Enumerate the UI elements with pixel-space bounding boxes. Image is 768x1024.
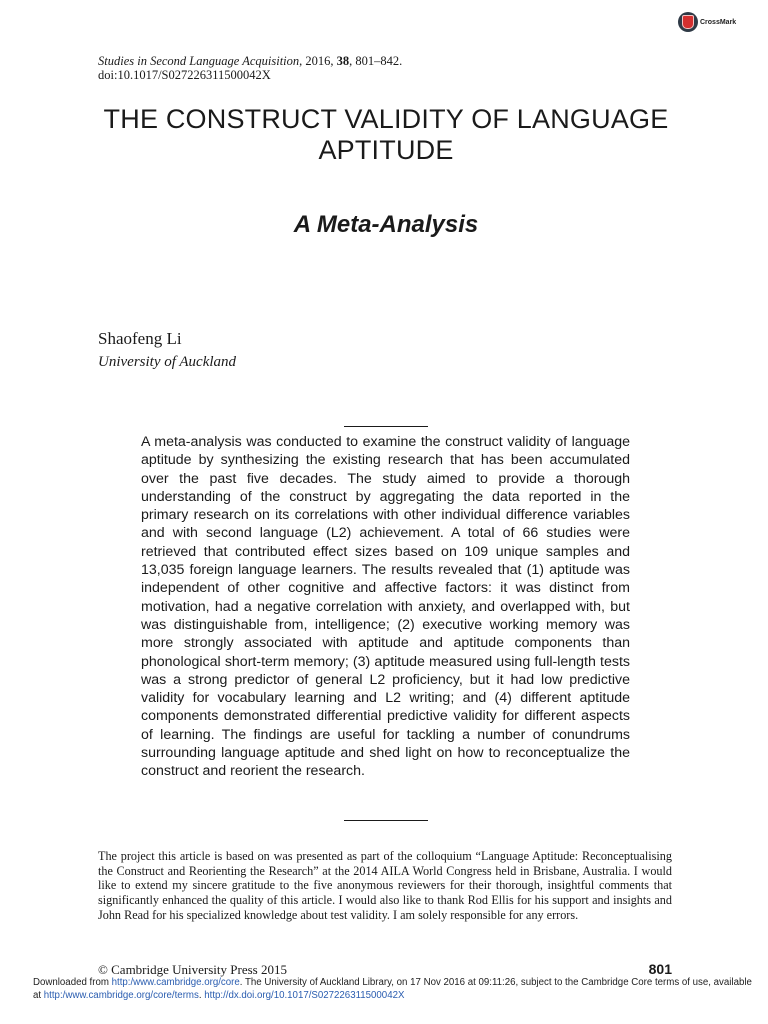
journal-name: Studies in Second Language Acquisition <box>98 54 300 68</box>
cambridge-core-link[interactable]: http:/www.cambridge.org/core <box>111 977 240 988</box>
journal-year: , 2016, <box>299 54 337 68</box>
journal-pages: , 801–842. <box>349 54 403 68</box>
acknowledgement-note: The project this article is based on was presented as part of the colloquium “Language Aptitude: Reconceptualising the Construct and Reorienting the Research” at the 2014 AILA World Congress held in Brisbane, Australia. I would like to extend my sincere gratitude to the five anonymous reviewers for their thorough, insightful comments that significantly enhanced the quality of this article. I would also like to thank Rod Ellis for his support and insights and John Read for his specialized knowledge about test validity. I am solely responsible for any errors. <box>98 849 672 922</box>
download-notice <box>33 977 761 1002</box>
journal-volume: 38 <box>336 54 350 68</box>
page-number: 801 <box>648 961 672 977</box>
abstract-bottom-rule <box>344 820 428 821</box>
download-separator: . <box>198 989 205 1001</box>
article-subtitle: A Meta-Analysis <box>293 211 479 238</box>
crossmark-label: CrossMark <box>700 18 737 26</box>
journal-citation <box>98 54 402 69</box>
abstract-text: A meta-analysis was conducted to examine the construct validity of language aptitude by synthesizing the existing research that has been accumulated over the past five decades. The study aimed to provide a thorough understanding of the construct by aggregating the data reported in the primary research on its correlations with other individual difference variables and with second language (L2) achievement. A total of 66 studies were retrieved that contributed effect sizes based on 109 unique samples and 13,035 foreign language learners. The results revealed that (1) aptitude was independent of other cognitive and affective factors: it was distinct from motivation, had a negative correlation with anxiety, and overlapped with, but was distinguishable from, intelligence; (2) executive working memory was more strongly associated with aptitude and aptitude components than phonological short-term memory; (3) aptitude measured using full-length tests was a strong predictor of general L2 proficiency, but it had low predictive validity for vocabulary learning and L2 writing; and (4) different aptitude components demonstrated differential predictive validity for different aspects of learning. The findings are useful for tackling a number of conundrums surrounding language aptitude and shed light on how to reconceptualize the construct and reorient the research. <box>141 434 630 780</box>
download-middle-text: . The University of Auckland Library, on 17 Nov 2016 at 09:11:26, subject to the Cambridge Core terms of use, available at <box>33 977 752 1001</box>
crossmark-badge[interactable] <box>678 12 736 32</box>
terms-link[interactable]: http:/www.cambridge.org/core/terms <box>43 989 199 1001</box>
doi-link[interactable]: http://dx.doi.org/10.1017/S027226311500042X <box>204 989 405 1001</box>
article-title: THE CONSTRUCT VALIDITY OF LANGUAGE APTITUDE <box>103 104 669 165</box>
abstract-top-rule <box>344 426 428 427</box>
crossmark-icon <box>678 12 698 32</box>
author-affiliation: University of Auckland <box>98 354 237 370</box>
author-name: Shaofeng Li <box>98 329 182 348</box>
copyright-notice: © Cambridge University Press 2015 <box>98 962 287 977</box>
download-prefix: Downloaded from <box>33 977 112 988</box>
journal-doi: doi:10.1017/S027226311500042X <box>98 68 271 82</box>
